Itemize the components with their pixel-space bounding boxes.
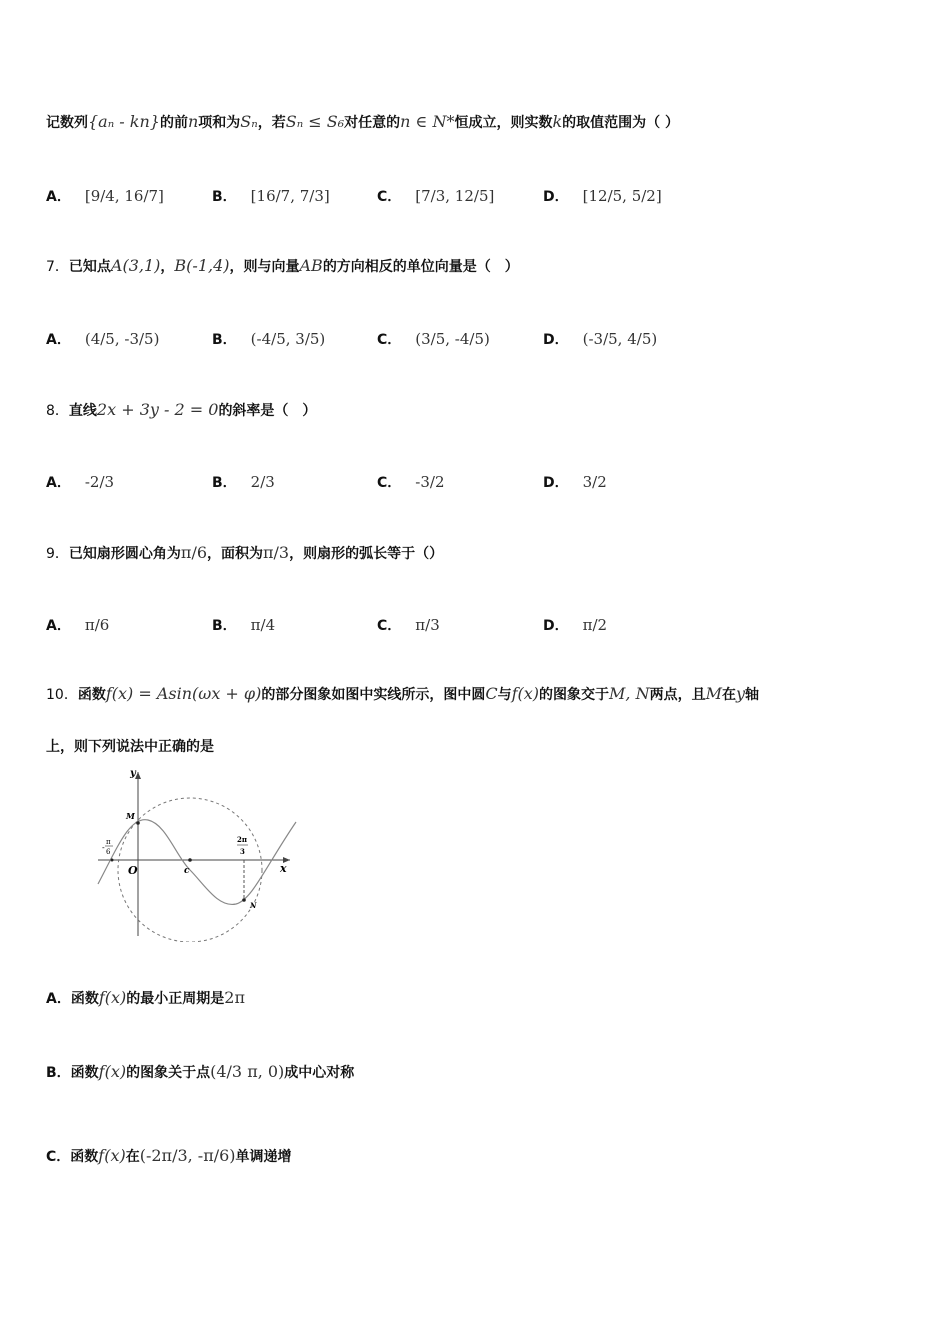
q10-fx: f(x) <box>511 684 540 703</box>
option-value: -3/2 <box>415 473 445 491</box>
q10-text: 在 <box>722 687 736 703</box>
q7-text: 已知点 <box>68 259 111 275</box>
q6-sn: Sₙ <box>240 112 258 131</box>
option-value: π/6 <box>84 616 110 634</box>
q10-circle-c: C <box>485 684 498 703</box>
option-value: [9/4, 16/7] <box>84 187 164 205</box>
option-label: C． <box>46 1149 71 1165</box>
option-value: π/4 <box>250 616 276 634</box>
q10-text: 上，则下列说法中正确的是 <box>46 739 214 755</box>
q9-area: π/3 <box>263 543 290 562</box>
q6-text: 的前 <box>159 115 188 131</box>
option-fx: f(x) <box>98 1062 127 1081</box>
question-9-stem <box>46 543 443 563</box>
q6-text: ，若 <box>257 115 286 131</box>
option-label: D． <box>543 618 569 634</box>
q6-option-c[interactable] <box>377 186 494 206</box>
q6-condition: Sₙ ≤ S₆ <box>285 112 345 131</box>
option-text: 函数 <box>70 1149 99 1165</box>
option-label: D． <box>543 189 569 205</box>
option-label: B． <box>212 189 237 205</box>
option-label: B． <box>212 332 237 348</box>
q7-point-b: B(-1,4) <box>174 256 230 275</box>
q8-option-a[interactable] <box>46 472 114 492</box>
option-label: C． <box>377 618 402 634</box>
option-text: 的图象关于点 <box>126 1065 211 1081</box>
q8-option-b[interactable] <box>212 472 275 492</box>
q6-text: 记数列 <box>46 115 88 131</box>
sine-curve <box>98 820 296 905</box>
q10-text: 轴 <box>745 687 760 703</box>
option-value: (4/3 π, 0) <box>210 1062 285 1081</box>
option-text: 的最小正周期是 <box>126 991 225 1007</box>
q7-option-b[interactable] <box>212 329 325 349</box>
point-n <box>242 898 246 902</box>
question-8-stem <box>46 400 316 420</box>
q7-number: 7． <box>46 259 69 275</box>
neg-pi6-num-label: π <box>106 838 111 846</box>
option-value: (3/5, -4/5) <box>415 330 490 348</box>
q6-option-d[interactable] <box>543 186 662 206</box>
q10-text: 与 <box>497 687 512 703</box>
neg-pi6-den-label: 6 <box>106 848 111 856</box>
option-value: π/2 <box>582 616 608 634</box>
point-c <box>188 858 192 862</box>
option-label: B． <box>212 475 237 491</box>
q10-function: f(x) = Asin(ωx + φ) <box>105 684 262 703</box>
option-text: 函数 <box>70 991 99 1007</box>
option-label: A． <box>46 618 71 634</box>
option-text: 单调递增 <box>235 1149 292 1165</box>
q9-text: ，面积为 <box>207 546 264 562</box>
q8-option-d[interactable] <box>543 472 607 492</box>
point-neg-pi6 <box>111 859 114 862</box>
option-value: [7/3, 12/5] <box>415 187 495 205</box>
option-value: [12/5, 5/2] <box>582 187 662 205</box>
q10-points-mn: M, N <box>609 684 650 703</box>
option-text: 函数 <box>70 1065 99 1081</box>
q8-text: 的斜率是（ ） <box>218 403 317 419</box>
y-axis-arrow <box>135 772 141 779</box>
q10-point-m: M <box>705 684 722 703</box>
option-value: (-4/5, 3/5) <box>250 330 326 348</box>
q9-text: ，则扇形的弧长等于（） <box>289 546 444 562</box>
q6-option-b[interactable] <box>212 186 330 206</box>
q8-text: 直线 <box>68 403 97 419</box>
c-label: c <box>184 866 190 876</box>
q6-k: k <box>552 112 563 131</box>
option-value: [16/7, 7/3] <box>250 187 330 205</box>
q9-text: 已知扇形圆心角为 <box>68 546 181 562</box>
option-fx: f(x) <box>98 988 127 1007</box>
origin-label: O <box>128 864 138 877</box>
q7-point-a: A(3,1) <box>110 256 161 275</box>
q10-text: 函数 <box>77 687 106 703</box>
point-m <box>136 821 140 825</box>
option-label: A． <box>46 475 71 491</box>
q7-text: 的方向相反的单位向量是（ ） <box>322 259 519 275</box>
option-fx: f(x) <box>98 1146 126 1165</box>
q10-text: 的图象交于 <box>539 687 610 703</box>
q6-text: 对任意的 <box>344 115 401 131</box>
q7-text: ，则与向量 <box>229 259 300 275</box>
q9-option-c[interactable] <box>377 615 440 635</box>
question-7-stem <box>46 256 519 276</box>
y-axis-label: y <box>130 768 136 779</box>
q10-option-a[interactable] <box>46 988 245 1008</box>
option-label: C． <box>377 475 402 491</box>
two-pi3-den-label: 3 <box>240 847 245 856</box>
option-value: π/3 <box>415 616 440 634</box>
q9-option-d[interactable] <box>543 615 607 635</box>
q10-text: 两点，且 <box>649 687 706 703</box>
question-10-stem-line2 <box>46 736 214 756</box>
q8-option-c[interactable] <box>377 472 445 492</box>
option-value: 3/2 <box>582 473 607 491</box>
option-label: A． <box>46 189 71 205</box>
q6-n-in-N: n ∈ N* <box>400 112 455 131</box>
q6-sequence: {aₙ - kn} <box>88 112 160 131</box>
option-label: D． <box>543 332 569 348</box>
option-text: 在 <box>125 1149 140 1165</box>
question-10-stem <box>46 684 759 704</box>
sine-circle-figure <box>90 766 302 942</box>
q8-equation: 2x + 3y - 2 = 0 <box>96 400 219 419</box>
q6-n: n <box>187 112 199 131</box>
option-label: D． <box>543 475 569 491</box>
q9-number: 9． <box>46 546 69 562</box>
q7-option-a[interactable] <box>46 329 159 349</box>
option-value: 2/3 <box>250 473 275 491</box>
option-value: 2π <box>224 988 245 1007</box>
x-axis-label: x <box>280 862 287 875</box>
q10-number: 10． <box>46 687 78 703</box>
q6-text: 项和为 <box>198 115 241 131</box>
q9-option-b[interactable] <box>212 615 275 635</box>
q6-text: 的取值范围为（ ） <box>562 115 680 131</box>
q7-option-c[interactable] <box>377 329 490 349</box>
option-value: -2/3 <box>84 473 115 491</box>
two-pi3-num-label: 2π <box>237 835 247 844</box>
q7-option-d[interactable] <box>543 329 657 349</box>
option-label: A． <box>46 332 71 348</box>
option-value: (4/5, -3/5) <box>84 330 160 348</box>
q8-number: 8． <box>46 403 69 419</box>
option-value: (-3/5, 4/5) <box>582 330 658 348</box>
q10-y: y <box>736 684 746 703</box>
q9-angle: π/6 <box>180 543 208 562</box>
option-value: (-2π/3, -π/6) <box>139 1146 236 1165</box>
q9-option-a[interactable] <box>46 615 109 635</box>
q10-text: 的部分图象如图中实线所示，图中圆 <box>261 687 486 703</box>
option-label: B． <box>46 1065 71 1081</box>
option-label: C． <box>377 332 402 348</box>
option-label: B． <box>212 618 237 634</box>
option-label: C． <box>377 189 402 205</box>
q6-option-a[interactable] <box>46 186 164 206</box>
question-6-stem <box>46 112 679 132</box>
q10-option-b[interactable] <box>46 1062 354 1082</box>
neg-sign-label: - <box>102 843 105 852</box>
q6-text: 恒成立，则实数 <box>454 115 553 131</box>
option-label: A． <box>46 991 71 1007</box>
m-label: M <box>126 811 135 821</box>
q7-vector-ab: AB <box>299 256 323 275</box>
q10-option-c[interactable] <box>46 1146 292 1166</box>
q7-text: ， <box>160 259 175 275</box>
option-text: 成中心对称 <box>284 1065 355 1081</box>
n-label: N <box>250 901 257 910</box>
